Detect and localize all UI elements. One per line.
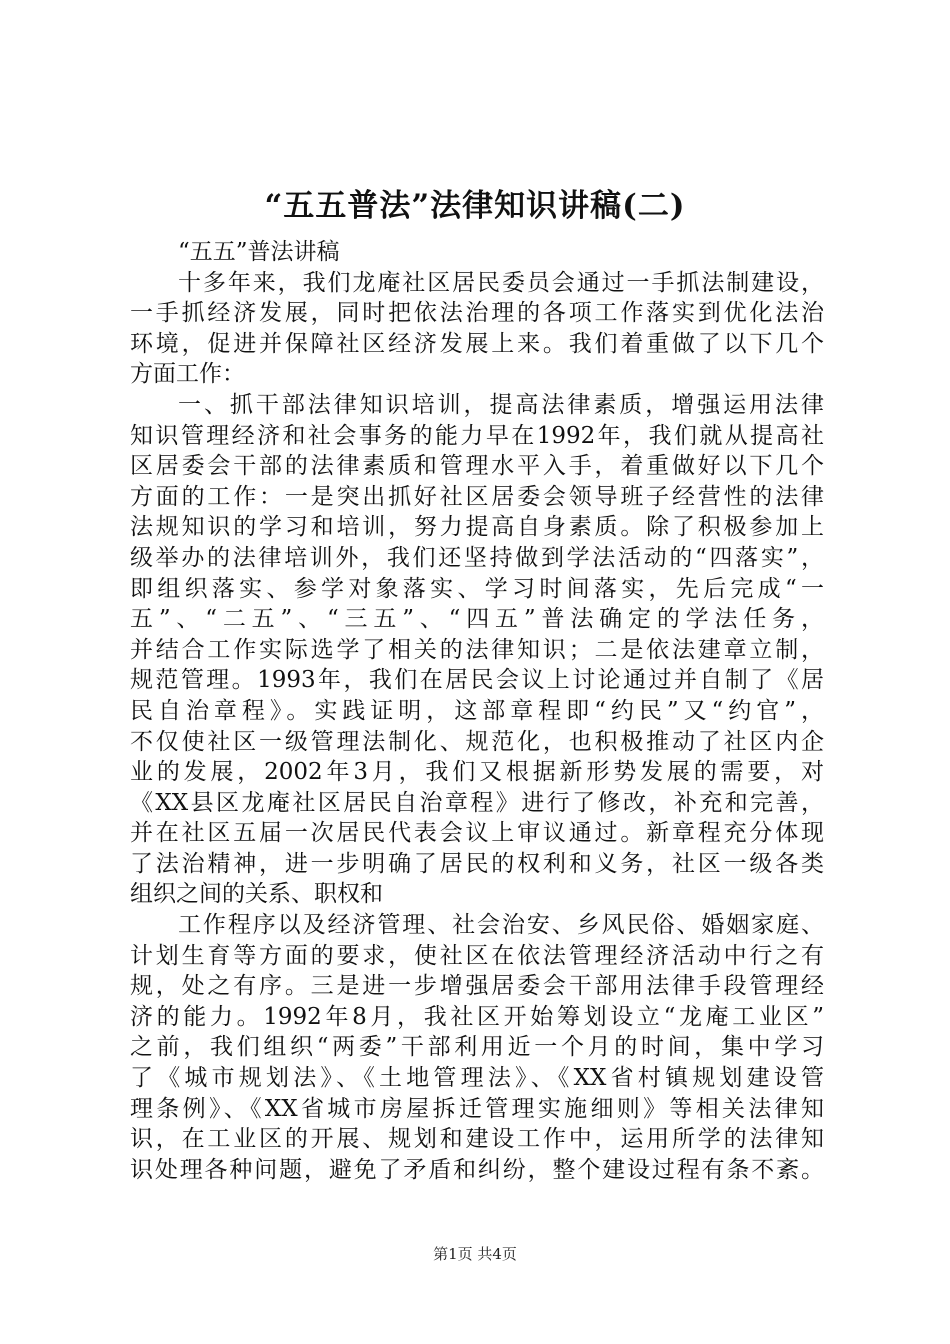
text-line: 方面工作：: [130, 361, 245, 388]
text-line: 济的能力。1992年8月，我社区开始筹划设立“龙庵工业区”: [130, 1003, 824, 1030]
text-line: 规范管理。1993年，我们在居民会议上讨论通过并自制了《居: [130, 667, 824, 694]
text-line: 计划生育等方面的要求，使社区在依法管理经济活动中行之有: [130, 942, 824, 969]
text-line: 业的发展，2002年3月，我们又根据新形势发展的需要，对: [130, 759, 824, 786]
text-line: 知识管理经济和社会事务的能力早在1992年，我们就从提高社: [130, 422, 824, 449]
text-line: 之前，我们组织“两委”干部利用近一个月的时间，集中学习: [130, 1034, 824, 1061]
text-line: 一、抓干部法律知识培训，提高法律素质，增强运用法律: [178, 391, 824, 418]
text-line: 了《城市规划法》、《土地管理法》、《XX省村镇规划建设管: [130, 1065, 824, 1092]
text-line: 并在社区五届一次居民代表会议上审议通过。新章程充分体现: [130, 820, 824, 847]
text-line: 方面的工作：一是突出抓好社区居委会领导班子经营性的法律: [130, 483, 824, 510]
text-line: 区居委会干部的法律素质和管理水平入手，着重做好以下几个: [130, 453, 824, 480]
document-body: [130, 237, 824, 1185]
document-title: “五五普法”法律知识讲稿(二): [264, 188, 686, 224]
text-line: 不仅使社区一级管理法制化、规范化，也积极推动了社区内企: [130, 728, 824, 755]
text-line: 法规知识的学习和培训，努力提高自身素质。除了积极参加上: [130, 514, 824, 541]
text-line: 十多年来，我们龙庵社区居民委员会通过一手抓法制建设，: [178, 269, 824, 296]
text-line: 五”、“二五”、“三五”、“四五”普法确定的学法任务，: [130, 606, 824, 633]
text-line: 即组织落实、参学对象落实、学习时间落实，先后完成“一: [130, 575, 824, 602]
text-line: 级举办的法律培训外，我们还坚持做到学法活动的“四落实”，: [130, 544, 824, 571]
text-line: 民自治章程》。实践证明，这部章程即“约民”又“约官”，: [130, 697, 824, 724]
page-footer: 第1页 共4页: [433, 1245, 517, 1263]
text-line: 理条例》、《XX省城市房屋拆迁管理实施细则》等相关法律知: [130, 1095, 824, 1122]
text-line: 一手抓经济发展，同时把依法治理的各项工作落实到优化法治: [130, 300, 824, 327]
text-line: 识处理各种问题，避免了矛盾和纠纷，整个建设过程有条不紊。: [130, 1156, 824, 1183]
text-line: “五五”普法讲稿: [178, 239, 340, 265]
text-line: 规，处之有序。三是进一步增强居委会干部用法律手段管理经: [130, 973, 824, 1000]
text-line: 《XX县区龙庵社区居民自治章程》进行了修改，补充和完善，: [130, 789, 824, 816]
text-line: 工作程序以及经济管理、社会治安、乡风民俗、婚姻家庭、: [178, 912, 824, 939]
text-line: 环境，促进并保障社区经济发展上来。我们着重做了以下几个: [130, 330, 824, 357]
text-line: 识，在工业区的开展、规划和建设工作中，运用所学的法律知: [130, 1126, 824, 1153]
text-line: 组织之间的关系、职权和: [130, 881, 383, 908]
text-line: 并结合工作实际选学了相关的法律知识；二是依法建章立制，: [130, 636, 824, 663]
text-line: 了法治精神，进一步明确了居民的权利和义务，社区一级各类: [130, 850, 824, 877]
